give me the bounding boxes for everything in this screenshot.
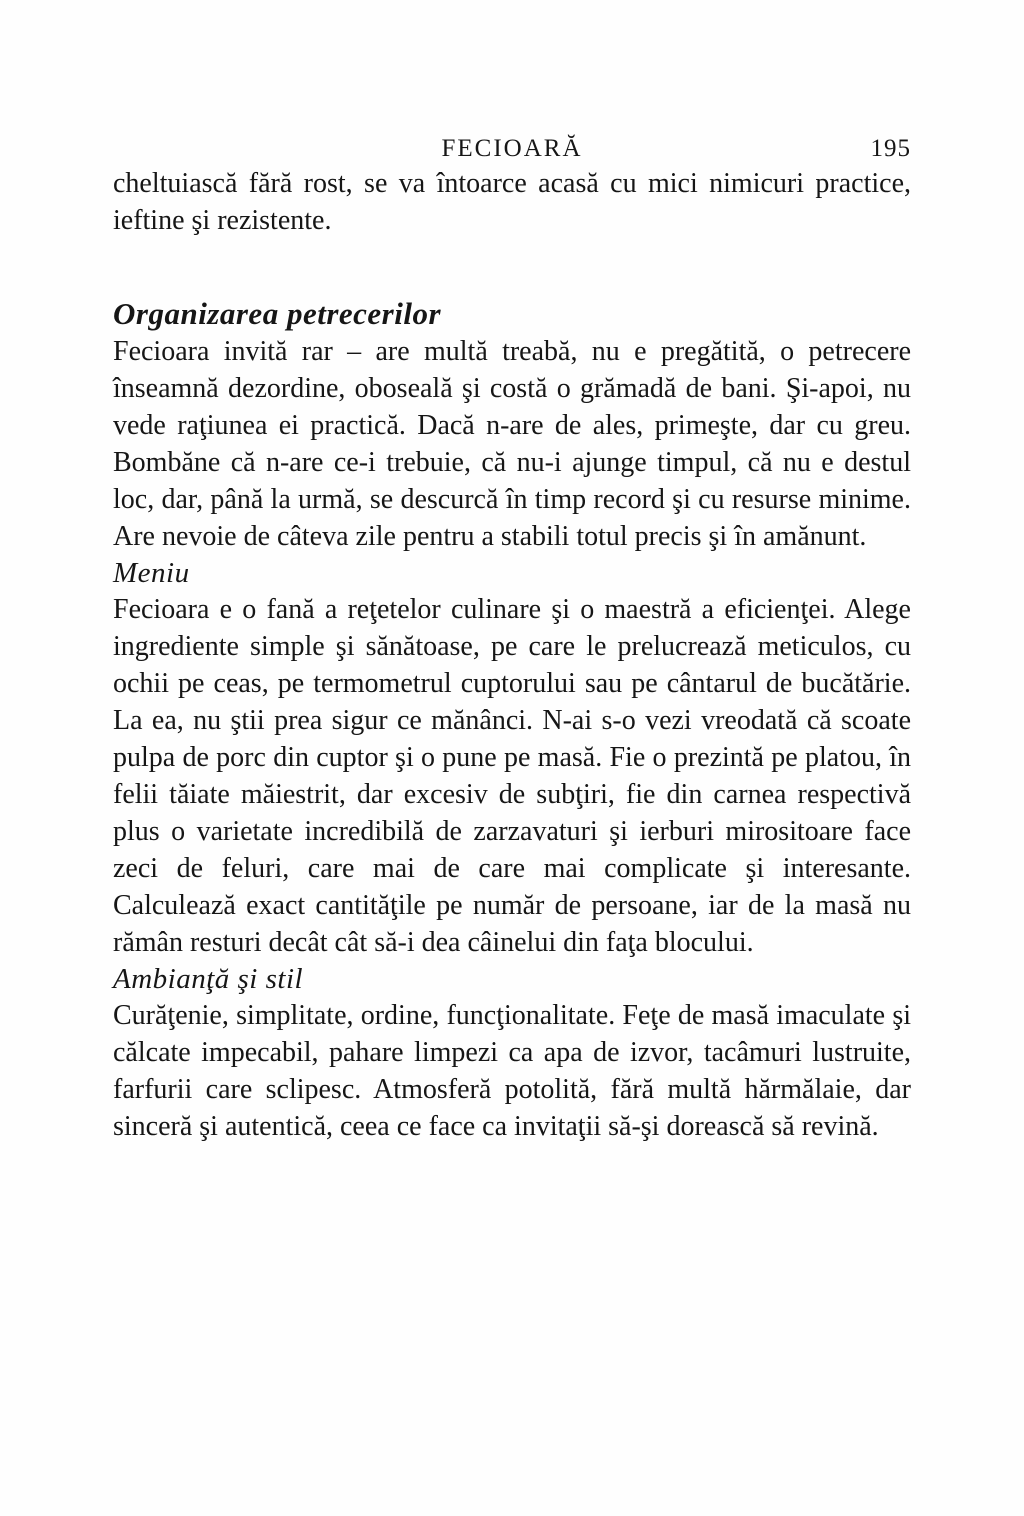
paragraph-organizarea: Fecioara invită rar – are multă treabă, nu e pregătită, o petrecere înseamnă dezordine, oboseală şi costă o grămadă de bani. Şi-apoi, nu vede raţiunea ei practică. Dacă n-are de ales, primeşte, dar cu greu. Bombăne că n-are ce-i trebuie, că nu-i ajunge timpul, că nu e destul loc, dar, până la urmă, se descurcă în timp record şi cu resurse minime. Are nevoie de câteva zile pentru a stabili totul precis şi în amănunt. <box>113 336 911 552</box>
subheading-meniu: Meniu <box>113 557 190 589</box>
paragraph-continuation: cheltuiască fără rost, se va întoarce acasă cu mici nimicuri practice, ieftine şi rezistente. <box>113 168 911 236</box>
page-header <box>113 133 911 165</box>
paragraph-meniu: Fecioara e o fană a reţetelor culinare şi o maestră a eficienţei. Alege ingrediente simple şi sănătoase, pe care le prelucrează meticulos, cu ochii pe ceas, pe termometrul cuptorului sau pe cântarul de bucătărie. La ea, nu ştii prea sigur ce mănânci. N-ai s-o vezi vreodată că scoate pulpa de porc din cuptor şi o pune pe masă. Fie o prezintă pe platou, în felii tăiate măiestrit, dar excesiv de subţiri, fie din carnea respectivă plus o varietate incredibilă de zarzavaturi şi ierburi mirositoare face zeci de feluri, care mai de care mai complicate şi interesante. Calculează exact cantităţile pe număr de persoane, iar de la masă nu rămân resturi decât cât să-i dea câinelui din faţa blocului. <box>113 594 911 958</box>
running-title: FECIOARĂ <box>441 135 583 162</box>
paragraph-ambianta: Curăţenie, simplitate, ordine, funcţionalitate. Feţe de masă imaculate şi călcate impecabil, pahare limpezi ca apa de izvor, tacâmuri lustruite, farfurii care sclipesc. Atmosferă potolită, fără multă hărmălaie, dar sinceră şi autentică, ceea ce face ca invitaţii să-şi dorească să revină. <box>113 1000 911 1142</box>
section-heading-organizarea-petrecerilor: Organizarea petrecerilor <box>113 296 442 331</box>
page-number: 195 <box>870 135 911 162</box>
subheading-ambianta-si-stil: Ambianţă şi stil <box>113 963 304 995</box>
